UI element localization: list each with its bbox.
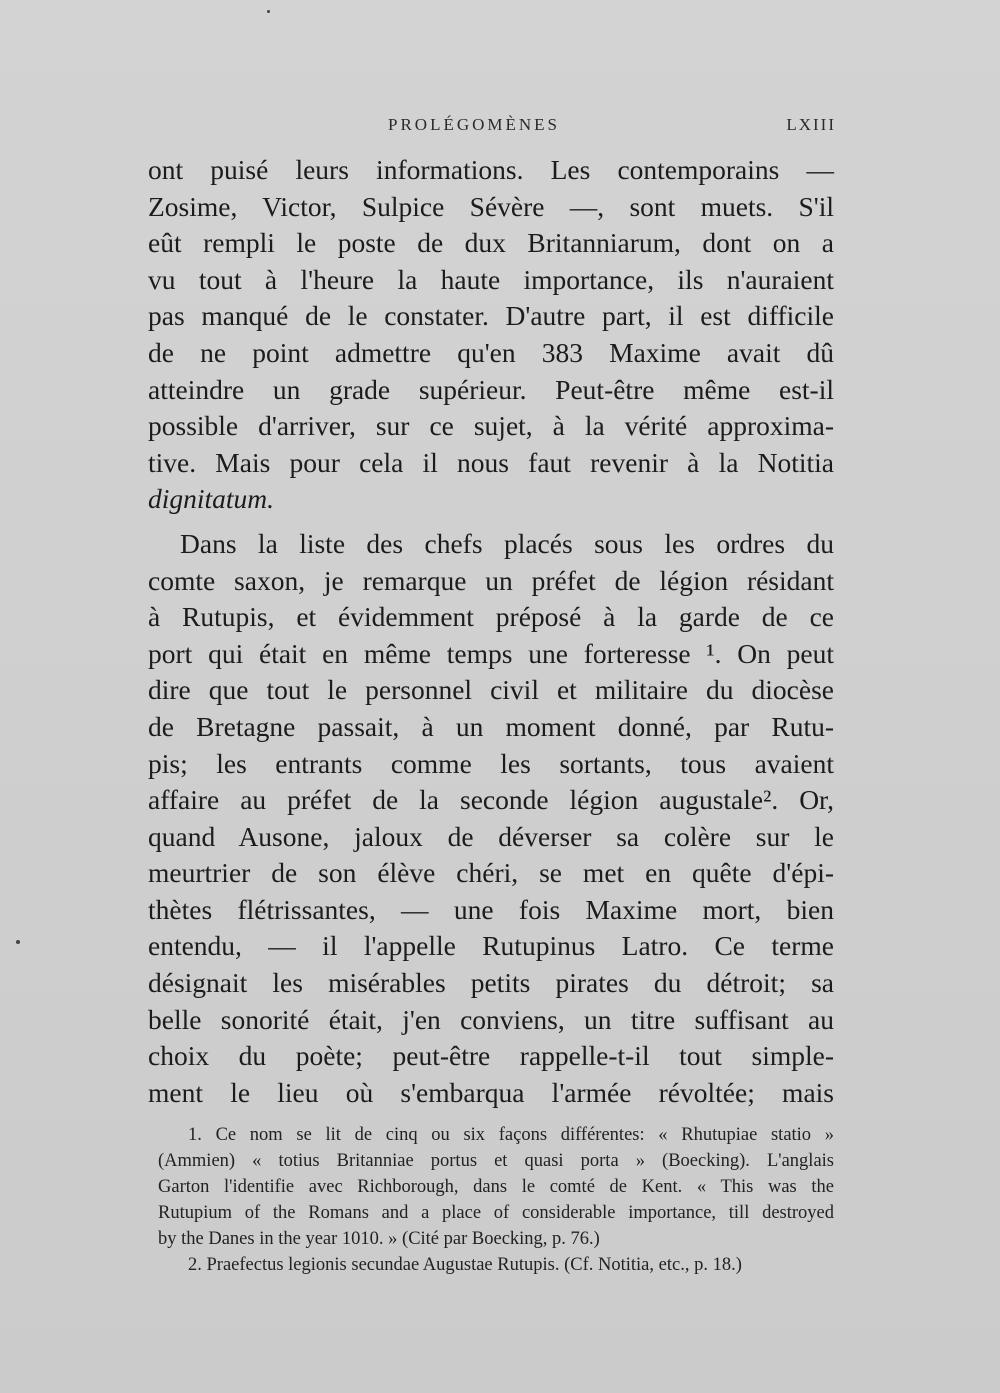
text-line: à Rutupis, et évidemment préposé à la garde de ce bbox=[148, 601, 834, 633]
running-header bbox=[150, 115, 840, 145]
footnotes bbox=[158, 1122, 834, 1278]
text-line: pis; les entrants comme les sortants, tous avaient bbox=[148, 747, 834, 779]
text-line: pas manqué de le constater. D'autre part, il est difficile bbox=[148, 300, 834, 332]
text-line: dire que tout le personnel civil et militaire du diocèse bbox=[148, 674, 834, 706]
paper-speck bbox=[16, 940, 20, 944]
text-line: affaire au préfet de la seconde légion augustale². Or, bbox=[148, 784, 834, 816]
text-line: ment le lieu où s'embarqua l'armée révoltée; mais bbox=[148, 1076, 834, 1108]
footnote-line: Rutupium of the Romans and a place of considerable importance, till destroyed bbox=[158, 1203, 834, 1223]
text-line: atteindre un grade supérieur. Peut-être même est-il bbox=[148, 373, 834, 405]
text-line: Zosime, Victor, Sulpice Sévère —, sont muets. S'il bbox=[148, 190, 834, 222]
text-line: eût rempli le poste de dux Britanniarum, dont on a bbox=[148, 227, 834, 259]
text-line: belle sonorité était, j'en conviens, un titre suffisant au bbox=[148, 1003, 834, 1035]
text-line: choix du poète; peut-être rappelle-t-il tout simple- bbox=[148, 1040, 834, 1072]
text-line: ont puisé leurs informations. Les contemporains — bbox=[148, 154, 834, 185]
text-line: désignait les misérables petits pirates du détroit; sa bbox=[148, 967, 834, 999]
text-line: possible d'arriver, sur ce sujet, à la vérité approxima- bbox=[148, 410, 834, 442]
footnote-line: 2. Praefectus legionis secundae Augustae Rutupis. (Cf. Notitia, etc., p. 18.) bbox=[188, 1255, 742, 1275]
text-line: port qui était en même temps une forteresse ¹. On peut bbox=[148, 637, 834, 669]
text-line: Dans la liste des chefs placés sous les ordres du bbox=[180, 527, 834, 559]
main-text bbox=[148, 152, 834, 1111]
text-line: tive. Mais pour cela il nous faut revenir à la Notitia bbox=[148, 446, 834, 478]
text-line: dignitatum. bbox=[148, 483, 275, 515]
page-number: LXIII bbox=[786, 115, 836, 134]
text-line: thètes flétrissantes, — une fois Maxime mort, bien bbox=[148, 893, 834, 925]
text-line: de Bretagne passait, à un moment donné, par Rutu- bbox=[148, 710, 834, 742]
paper-speck bbox=[267, 10, 270, 13]
text-line: quand Ausone, jaloux de déverser sa colère sur le bbox=[148, 820, 834, 852]
text-line: meurtrier de son élève chéri, se met en quête d'épi- bbox=[148, 857, 834, 889]
text-line: comte saxon, je remarque un préfet de légion résidant bbox=[148, 564, 834, 596]
footnote-line: 1. Ce nom se lit de cinq ou six façons différentes: « Rhutupiae statio » bbox=[188, 1125, 834, 1145]
footnote-line: Garton l'identifie avec Richborough, dans le comté de Kent. « This was the bbox=[158, 1177, 834, 1197]
text-line: de ne point admettre qu'en 383 Maxime avait dû bbox=[148, 336, 834, 368]
running-title: PROLÉGOMÈNES bbox=[388, 115, 561, 134]
footnote-line: (Ammien) « totius Britanniae portus et quasi porta » (Boecking). L'anglais bbox=[158, 1151, 834, 1171]
text-line: entendu, — il l'appelle Rutupinus Latro. Ce terme bbox=[148, 930, 834, 962]
footnote-line: by the Danes in the year 1010. » (Cité par Boecking, p. 76.) bbox=[158, 1229, 600, 1249]
text-line: vu tout à l'heure la haute importance, ils n'auraient bbox=[148, 263, 834, 295]
